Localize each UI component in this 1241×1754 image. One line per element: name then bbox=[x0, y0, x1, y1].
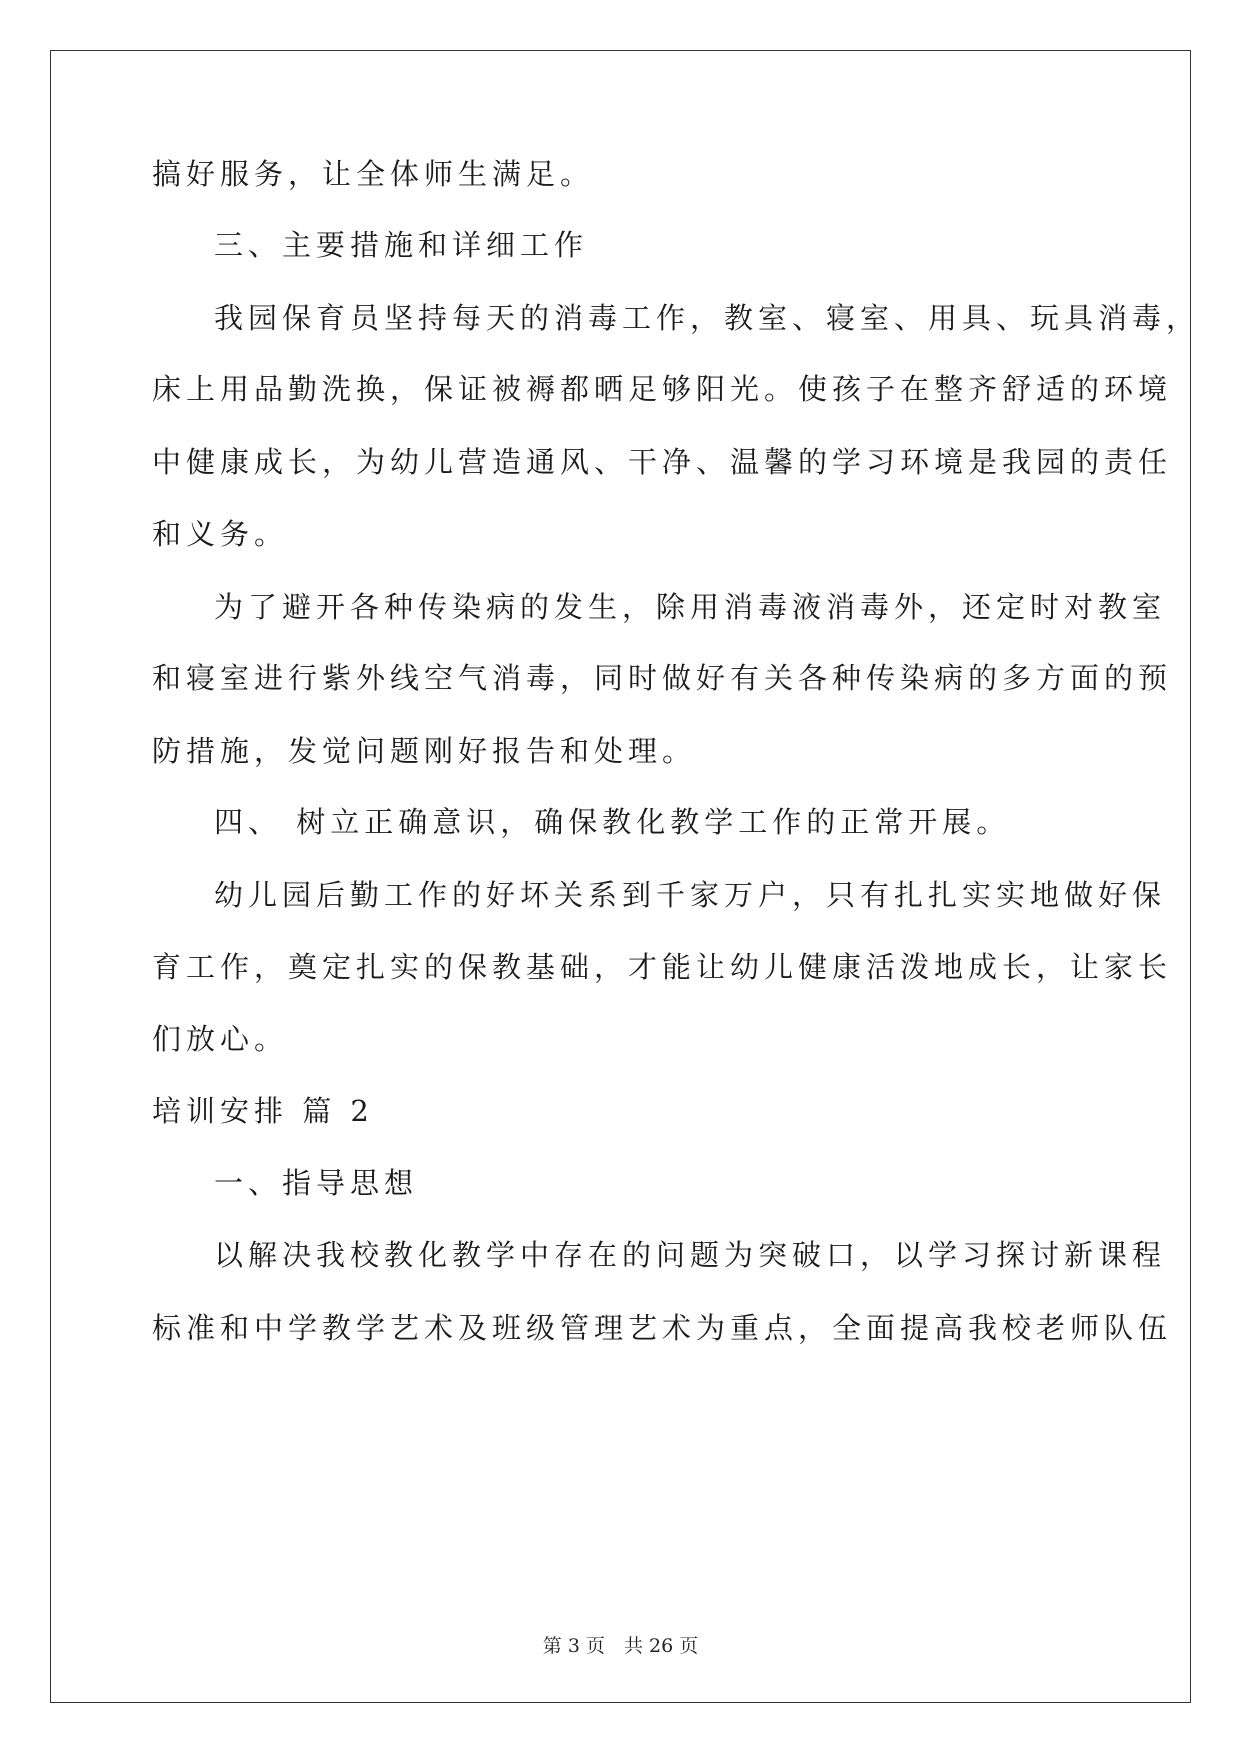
text-line: 床上用品勤洗换，保证被褥都晒足够阳光。使孩子在整齐舒适的环境 bbox=[152, 372, 1173, 406]
text-line: 防措施，发觉问题刚好报告和处理。 bbox=[152, 734, 697, 768]
text-line: 标准和中学教学艺术及班级管理艺术为重点，全面提高我校老师队伍 bbox=[152, 1311, 1173, 1345]
section-heading: 一、指导思想 bbox=[214, 1166, 419, 1200]
section-heading: 三、主要措施和详细工作 bbox=[214, 228, 589, 262]
text-line: 我园保育员坚持每天的消毒工作，教室、寝室、用具、玩具消毒， bbox=[214, 301, 1201, 335]
section-heading: 四、 树立正确意识，确保教化教学工作的正常开展。 bbox=[214, 805, 1011, 839]
page-number: 第 3 页 共 26 页 bbox=[542, 1635, 699, 1657]
text-line: 搞好服务，让全体师生满足。 bbox=[152, 157, 595, 191]
text-line: 和寝室进行紫外线空气消毒，同时做好有关各种传染病的多方面的预 bbox=[152, 661, 1173, 695]
text-line: 中健康成长，为幼儿营造通风、干净、温馨的学习环境是我园的责任 bbox=[152, 445, 1173, 479]
text-line: 们放心。 bbox=[152, 1022, 289, 1056]
chapter-heading: 培训安排 篇 2 bbox=[152, 1094, 374, 1128]
text-line: 以解决我校教化教学中存在的问题为突破口，以学习探讨新课程 bbox=[214, 1238, 1167, 1272]
text-line: 育工作，奠定扎实的保教基础，才能让幼儿健康活泼地成长，让家长 bbox=[152, 950, 1173, 984]
text-line: 幼儿园后勤工作的好坏关系到千家万户，只有扎扎实实地做好保 bbox=[214, 878, 1167, 912]
text-line: 为了避开各种传染病的发生，除用消毒液消毒外，还定时对教室 bbox=[214, 590, 1167, 624]
text-line: 和义务。 bbox=[152, 517, 289, 551]
